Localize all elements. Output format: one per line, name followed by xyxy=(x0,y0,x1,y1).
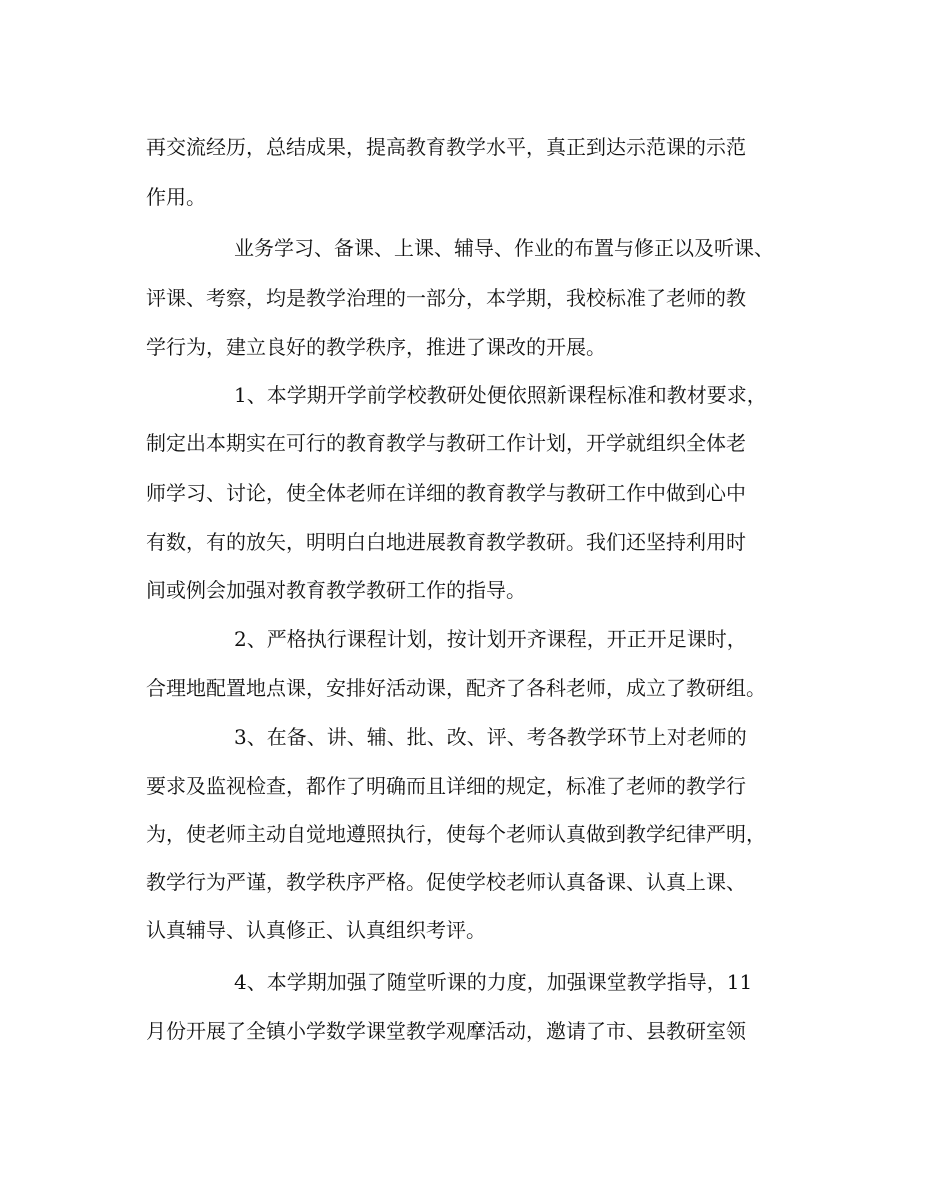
text-line: 制定出本期实在可行的教育教学与教研工作计划，开学就组织全体老 xyxy=(146,431,746,455)
text-line: 4、本学期加强了随堂听课的力度，加强课堂教学指导，11 xyxy=(234,970,753,994)
text-line: 1、本学期开学前学校教研处便依照新课程标准和教材要求， xyxy=(234,383,767,407)
text-line: 师学习、讨论，使全体老师在详细的教育教学与教研工作中做到心中 xyxy=(146,481,746,505)
text-line: 要求及监视检查，都作了明确而且详细的规定，标准了老师的教学行 xyxy=(146,774,746,798)
text-line: 再交流经历，总结成果，提高教育教学水平，真正到达示范课的示范 xyxy=(146,135,746,159)
text-line: 作用。 xyxy=(146,185,206,209)
text-line: 为，使老师主动自觉地遵照执行，使每个老师认真做到教学纪律严明， xyxy=(146,822,766,846)
text-line: 合理地配置地点课，安排好活动课，配齐了各科老师，成立了教研组。 xyxy=(146,676,766,700)
text-line: 业务学习、备课、上课、辅导、作业的布置与修正以及听课、 xyxy=(234,236,774,260)
text-line: 3、在备、讲、辅、批、改、评、考各教学环节上对老师的 xyxy=(234,725,747,749)
text-line: 教学行为严谨，教学秩序严格。促使学校老师认真备课、认真上课、 xyxy=(146,870,746,894)
text-line: 学行为，建立良好的教学秩序，推进了课改的开展。 xyxy=(146,335,606,359)
text-line: 2、严格执行课程计划，按计划开齐课程，开正开足课时， xyxy=(234,627,747,651)
text-line: 间或例会加强对教育教学教研工作的指导。 xyxy=(146,578,526,602)
text-line: 有数，有的放矢，明明白白地进展教育教学教研。我们还坚持利用时 xyxy=(146,530,746,554)
text-line: 评课、考察，均是教学治理的一部分，本学期，我校标准了老师的教 xyxy=(146,286,746,310)
text-line: 认真辅导、认真修正、认真组织考评。 xyxy=(146,918,486,942)
text-line: 月份开展了全镇小学数学课堂教学观摩活动，邀请了市、县教研室领 xyxy=(146,1019,746,1043)
